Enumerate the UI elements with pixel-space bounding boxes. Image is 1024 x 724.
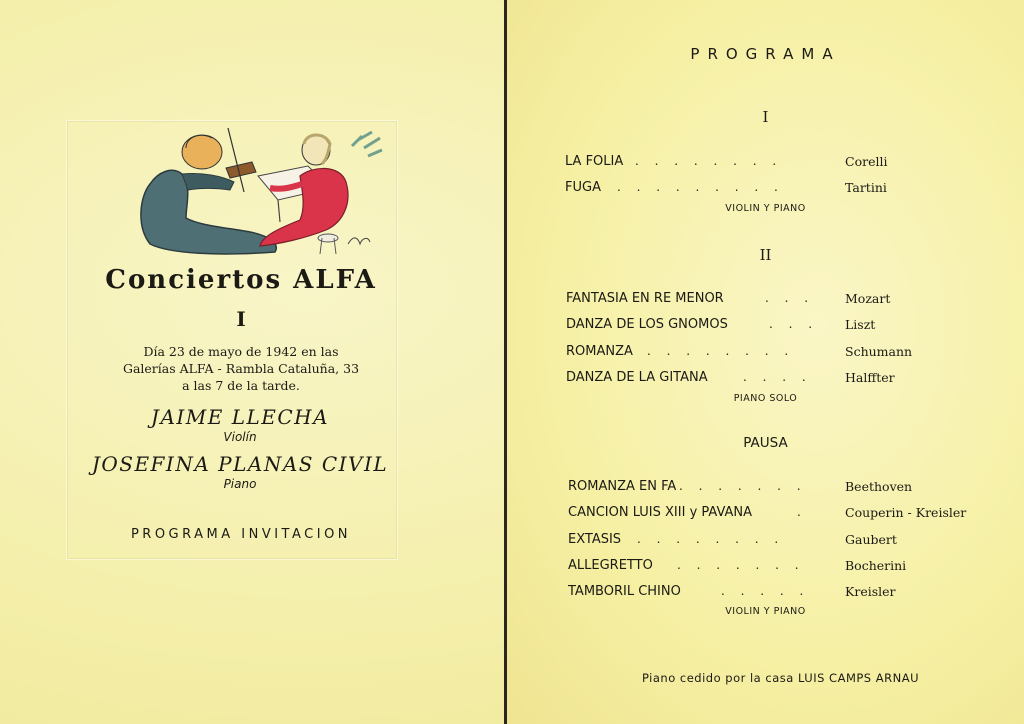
program-item xyxy=(507,505,1024,523)
cover-page xyxy=(0,0,504,724)
work-title: ROMANZA xyxy=(566,344,633,359)
work-title: FUGA xyxy=(565,180,601,195)
program-item xyxy=(507,479,1024,497)
program-footer: Piano cedido por la casa LUIS CAMPS ARNAU xyxy=(641,671,920,685)
performer-instrument: Piano xyxy=(223,477,257,491)
concert-title: Conciertos ALFA xyxy=(105,265,377,295)
composer-name: Beethoven xyxy=(845,479,913,494)
performer-name: JAIME LLECHA xyxy=(150,405,330,429)
performer-instrument: Violín xyxy=(223,430,257,444)
program-item xyxy=(507,317,1024,335)
program-item xyxy=(507,291,1024,309)
details-line: Galerías ALFA - Rambla Cataluña, 33 xyxy=(122,361,360,376)
work-title: DANZA DE LOS GNOMOS xyxy=(566,317,728,332)
program-item xyxy=(507,344,1024,362)
composer-name: Halffter xyxy=(845,370,895,385)
work-title: DANZA DE LA GITANA xyxy=(566,370,708,385)
program-page xyxy=(507,0,1024,724)
composer-name: Gaubert xyxy=(845,532,897,547)
work-title: ROMANZA EN FA xyxy=(568,479,677,494)
section-note: PIANO SOLO xyxy=(733,393,798,404)
leader-dots: . . . . . . . . xyxy=(635,154,783,168)
leader-dots: . . . . . . . . xyxy=(647,344,795,358)
program-item xyxy=(507,584,1024,602)
section-heading: I xyxy=(762,108,769,126)
concert-number: I xyxy=(236,307,246,331)
leader-dots: . xyxy=(797,505,807,519)
work-title: TAMBORIL CHINO xyxy=(568,584,681,599)
composer-name: Tartini xyxy=(845,180,887,195)
leader-dots: . . . . . . . . xyxy=(637,532,785,546)
section-note: VIOLIN Y PIANO xyxy=(725,203,806,214)
leader-dots: . . . xyxy=(765,291,815,305)
composer-name: Schumann xyxy=(845,344,913,359)
violinist-and-pianist-icon xyxy=(130,126,390,266)
composer-name: Liszt xyxy=(845,317,876,332)
details-line: Día 23 de mayo de 1942 en las xyxy=(143,344,339,359)
leader-dots: . . . . . xyxy=(721,584,810,598)
composer-name: Mozart xyxy=(845,291,891,306)
work-title: LA FOLIA xyxy=(565,154,624,169)
program-item xyxy=(507,154,1024,172)
composer-name: Kreisler xyxy=(845,584,896,599)
performer-name: JOSEFINA PLANAS CIVIL xyxy=(91,452,389,476)
program-item xyxy=(507,558,1024,576)
invitation-label: PROGRAMA INVITACION xyxy=(130,527,352,542)
section-note: VIOLIN Y PIANO xyxy=(725,606,806,617)
leader-dots: . . . . . . . . . xyxy=(617,180,784,194)
section-heading: PAUSA xyxy=(743,435,788,451)
program-title: PROGRAMA xyxy=(690,45,841,63)
leader-dots: . . . . . . . xyxy=(679,479,807,493)
leader-dots: . . . . . . . xyxy=(677,558,805,572)
composer-name: Bocherini xyxy=(845,558,907,573)
program-item xyxy=(507,180,1024,198)
composer-name: Corelli xyxy=(845,154,888,169)
program-item xyxy=(507,370,1024,388)
composer-name: Couperin - Kreisler xyxy=(845,505,967,520)
concert-details xyxy=(96,343,386,394)
work-title: FANTASIA EN RE MENOR xyxy=(566,291,724,306)
work-title: EXTASIS xyxy=(568,532,622,547)
work-title: ALLEGRETTO xyxy=(568,558,653,573)
section-heading: II xyxy=(759,246,772,264)
leader-dots: . . . xyxy=(769,317,819,331)
details-line: a las 7 de la tarde. xyxy=(182,378,300,393)
work-title: CANCION LUIS XIII y PAVANA xyxy=(568,505,753,520)
leader-dots: . . . . xyxy=(743,370,812,384)
program-item xyxy=(507,532,1024,550)
